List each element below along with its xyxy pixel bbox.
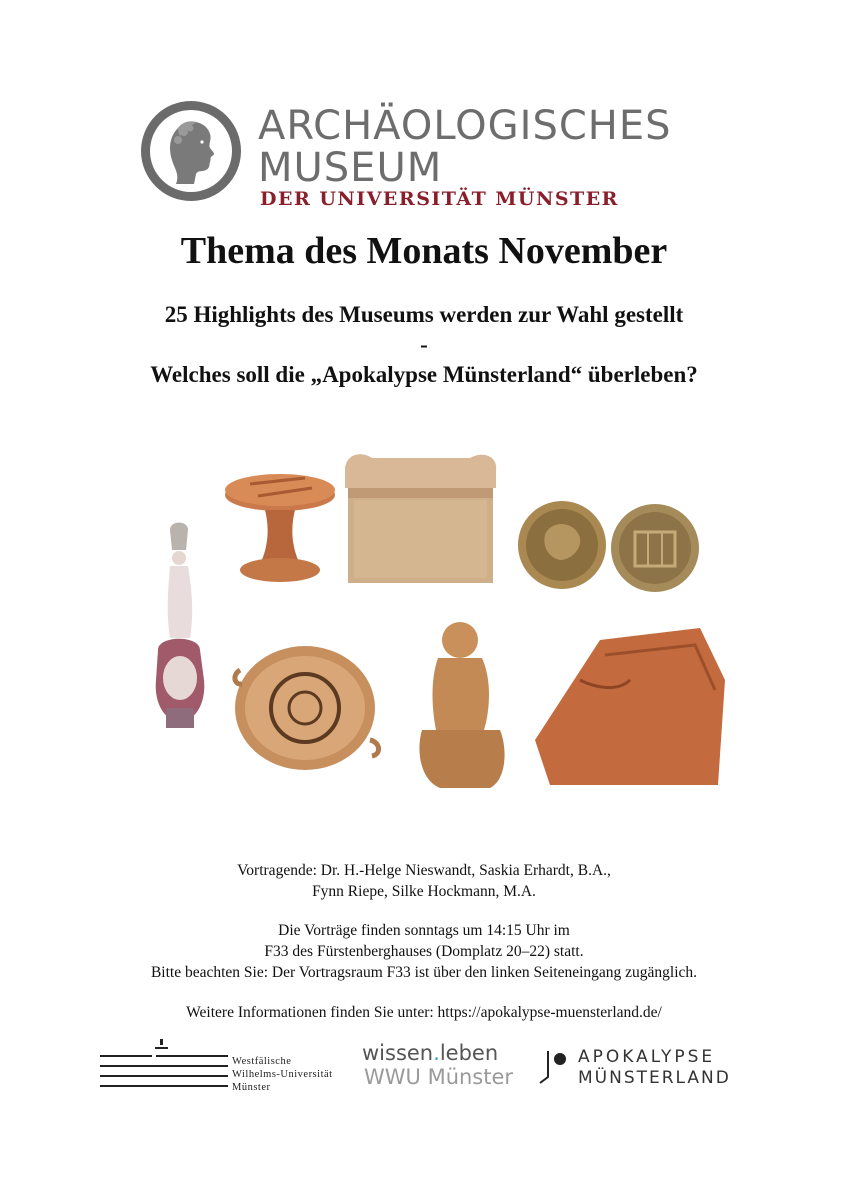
venue-line-1: Die Vorträge finden sonntags um 14:15 Uhr im: [278, 922, 570, 939]
page-title: Thema des Monats November: [180, 230, 668, 272]
subtitle: [0, 300, 848, 390]
terracotta-figure-image: [419, 622, 504, 788]
venue-block: [0, 920, 848, 983]
apokalypse-mark-icon: [538, 1047, 574, 1087]
subtitle-line-3: Welches soll die „Apokalypse Münsterland“ überleben?: [150, 362, 698, 387]
clay-spool-image: [225, 474, 335, 582]
logo-line-museum: MUSEUM: [258, 145, 443, 191]
stone-altar-image: [345, 454, 496, 583]
leben-text: leben: [439, 1041, 499, 1065]
wissen-leben-line-2: WWU Münster: [364, 1065, 514, 1089]
apokalypse-line-2: MÜNSTERLAND: [578, 1068, 731, 1088]
statuette-head-vase-image: [156, 523, 205, 729]
museum-logo: [138, 98, 718, 213]
apokalypse-line-1: APOKALYPSE: [578, 1047, 716, 1067]
wissen-leben-dot: .: [433, 1041, 440, 1065]
wissen-leben-line-1: [362, 1043, 498, 1064]
wwu-line-3: Münster: [232, 1082, 271, 1093]
wwu-line-1: Westfälische: [232, 1056, 292, 1067]
painted-bowl-image: [235, 646, 379, 770]
logo-line-university: DER UNIVERSITÄT MÜNSTER: [260, 188, 619, 210]
apokalypse-logo: [538, 1047, 768, 1097]
logo-line-archaeologisches: ARCHÄOLOGISCHES: [258, 103, 672, 149]
artifact-collage: [140, 440, 740, 800]
sponsor-logos: [0, 1035, 848, 1105]
speakers-block: [0, 860, 848, 902]
wissen-leben-logo: [362, 1043, 532, 1093]
speakers-line-1: Vortragende: Dr. H.-Helge Nieswandt, Saskia Erhardt, B.A.,: [237, 862, 611, 879]
stamped-brick-fragment-image: [535, 628, 725, 785]
subtitle-separator: -: [420, 332, 428, 357]
wwu-lines-icon: [100, 1035, 230, 1095]
wwu-line-2: Wilhelms-Universität: [232, 1069, 333, 1080]
speakers-line-2: Fynn Riepe, Silke Hockmann, M.A.: [312, 883, 536, 900]
more-info-link-text: Weitere Informationen finden Sie unter: https://apokalypse-muensterland.de/: [186, 1004, 662, 1021]
coin-portrait-icon: [138, 98, 244, 204]
wwu-logo: [100, 1035, 360, 1105]
roman-coins-image: [518, 501, 699, 592]
venue-line-2: F33 des Fürstenberghauses (Domplatz 20–22) statt.: [264, 943, 584, 960]
wwu-text: [232, 1055, 333, 1094]
wissen-text: wissen: [362, 1041, 434, 1065]
venue-line-3: Bitte beachten Sie: Der Vortragsraum F33 ist über den linken Seiteneingang zugänglich.: [150, 964, 698, 981]
subtitle-line-1: 25 Highlights des Museums werden zur Wahl gestellt: [164, 302, 684, 327]
